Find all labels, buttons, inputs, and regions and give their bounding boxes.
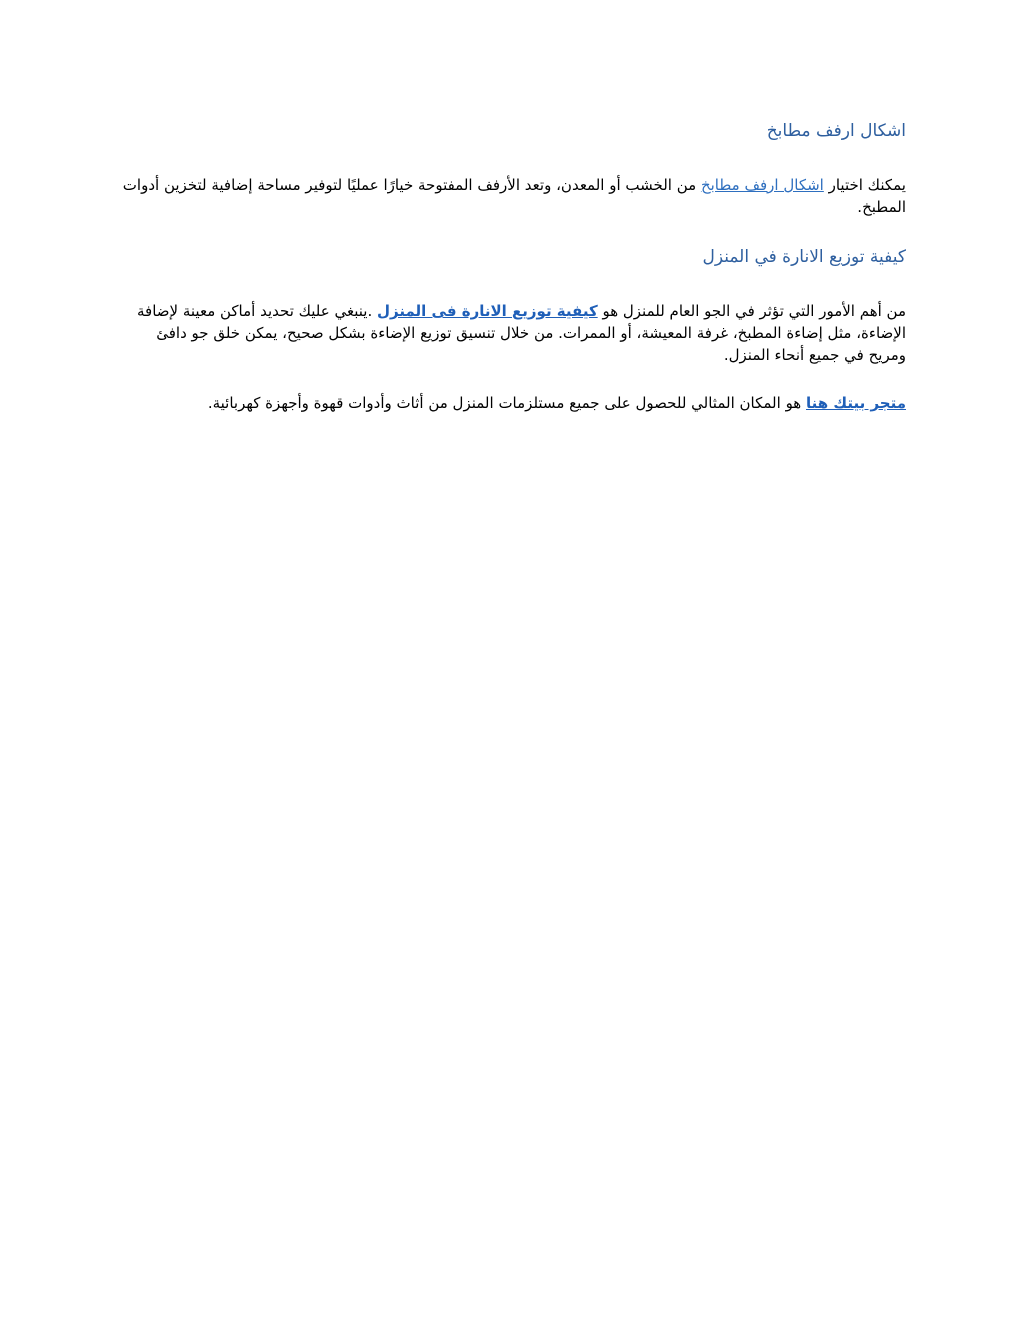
paragraph-text-end: هو المكان المثالي للحصول على جميع مستلزمات المنزل من أثاث وأدوات قهوة وأجهزة كهربائية. (207, 394, 806, 412)
kitchen-shelves-link[interactable]: اشكال ارفف مطابخ (700, 176, 824, 194)
paragraph-lighting (118, 300, 906, 366)
heading-kitchen-shelves: اشكال ارفف مطابخ (766, 121, 906, 141)
lighting-link[interactable]: كيفية توزيع الانارة فى المنزل (377, 302, 598, 320)
store-link[interactable]: متجر بيتك هنا (806, 394, 906, 412)
paragraph-text-start: من أهم الأمور التي تؤثر في الجو العام للمنزل هو (597, 302, 906, 320)
paragraph-text-start: يمكنك اختيار (823, 176, 906, 194)
paragraph-kitchen-shelves (118, 174, 906, 218)
paragraph-text-end: .ينبغي عليك تحديد أماكن معينة لإضافة الإضاءة، مثل إضاءة المطبخ، غرفة المعيشة، أو الممرات. من خلال تنسيق توزيع الإضاءة بشكل صحيح، يمكن خلق جو دافئ ومريح في جميع أنحاء المنزل. (137, 302, 906, 364)
heading-lighting: كيفية توزيع الانارة في المنزل (702, 247, 906, 267)
paragraph-store (118, 392, 906, 414)
paragraph-text-end: من الخشب أو المعدن، وتعد الأرفف المفتوحة خيارًا عمليًا لتوفير مساحة إضافية لتخزين أدوات المطبخ. (122, 176, 906, 216)
